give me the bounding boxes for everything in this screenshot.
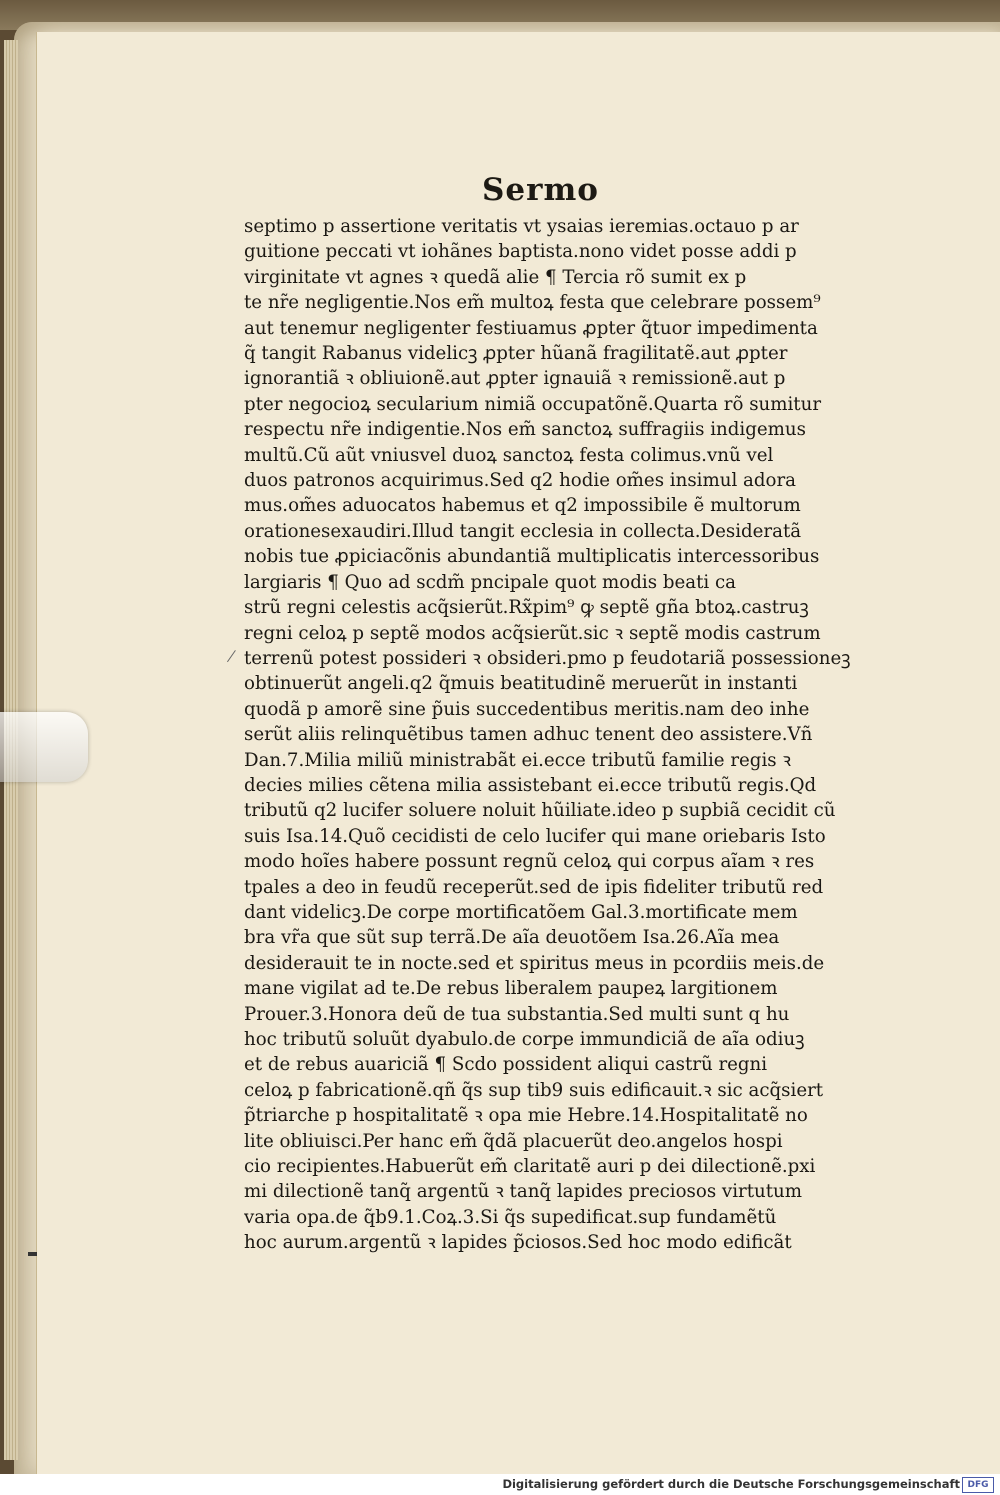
text-line: te nr̃e negligentie.Nos em̃ multoꝝ festa que celebrare possem⁹ [244, 292, 821, 314]
text-line: lite obliuisci.Per hanc em̃ q̃dã placuerũt deo.angelos hospi [244, 1130, 783, 1152]
text-line: guitione peccati vt iohãnes baptista.nono videt posse addi p [244, 241, 797, 263]
dfg-logo: DFG [962, 1477, 994, 1493]
text-line: suis Isa.14.Quõ cecidisti de celo lucifer qui mane oriebaris Isto [244, 825, 826, 847]
text-line: mus.om̃es aduocatos habemus et q2 impossibile ẽ multorum [244, 495, 801, 517]
text-line: aut tenemur negligenter festiuamus ꝓpter q̃tuor impedimenta [244, 317, 818, 339]
text-line: terrenũ potest possideri ꝛ obsideri.pmo p feudotariã possessioneꝫ [244, 647, 851, 669]
text-line: virginitate vt agnes ꝛ quedã alie ¶ Tercia rõ sumit ex p [244, 266, 747, 288]
text-line: multũ.Cũ aũt vniusvel duoꝝ sanctoꝝ festa colimus.vnũ vel [244, 444, 774, 466]
text-line: Prouer.3.Honora deũ de tua substantia.Sed multi sunt q hu [244, 1003, 790, 1025]
text-line: pter negocioꝝ secularium nimiã occupatõnẽ.Quarta rõ sumitur [244, 393, 822, 415]
text-line: cio recipientes.Habuerũt em̃ claritatẽ auri p dei dilectionẽ.pxi [244, 1156, 816, 1178]
text-line: septimo p assertione veritatis vt ysaias ieremias.octauo p ar [244, 216, 799, 237]
text-line: regni celoꝝ p septẽ modos acq̃sierũt.sic ꝛ septẽ modis castrum [244, 622, 821, 644]
text-line: obtinuerũt angeli.q2 q̃muis beatitudinẽ meruerũt in instanti [244, 673, 798, 695]
text-line: tributũ q2 lucifer soluere noluit hũiliate.ideo p supbiã cecidit cũ [244, 800, 836, 822]
footer-bar [0, 1474, 1000, 1495]
text-line: q̃ tangit Rabanus videlicꝫ ꝓpter hũanã fragilitatẽ.aut ꝓpter [244, 343, 788, 365]
text-line: duos patronos acquirimus.Sed q2 hodie om̃es insimul adora [244, 470, 797, 492]
text-line: Dan.7.Milia miliũ ministrabãt ei.ecce tributũ familie regis ꝛ [244, 749, 791, 771]
text-block [244, 214, 854, 1256]
text-line: et de rebus auariciã ¶ Scdo possident aliqui castrũ regni [244, 1054, 768, 1076]
text-line: dant videlicꝫ.De corpe mortificatõem Gal.3.mortificate mem [244, 901, 798, 923]
text-line: quodã p amorẽ sine p̃uis succedentibus meritis.nam deo inhe [244, 698, 810, 720]
margin-dash [28, 1252, 37, 1256]
text-line: decies milies cẽtena milia assistebant ei.ecce tributũ regis.Qd [244, 774, 817, 796]
text-line: mane vigilat ad te.De rebus liberalem paupeꝝ largitionem [244, 978, 778, 1000]
text-line: hoc tributũ soluũt dyabulo.de corpe immundiciã de aĩa odiuꝫ [244, 1029, 805, 1050]
text-line: respectu nr̃e indigentie.Nos em̃ sanctoꝝ suffragiis indigemus [244, 419, 806, 441]
text-line: p̃triarche p hospitalitatẽ ꝛ opa mie Hebre.14.Hospitalitatẽ no [244, 1105, 808, 1127]
text-line: serũt aliis relinquẽtibus tamen adhuc tenent deo assistere.Vñ [244, 724, 813, 746]
text-line: varia opa.de q̃b9.1.Coꝝ.3.Si q̃s supedificat.sup fundamẽtũ [244, 1206, 777, 1228]
text-line: ignorantiã ꝛ obliuionẽ.aut ꝓpter ignauiã ꝛ remissionẽ.aut p [244, 368, 786, 390]
text-line: desiderauit te in nocte.sed et spiritus meus in pcordiis meis.de [244, 952, 825, 974]
text-line: modo hoĩes habere possunt regnũ celoꝝ qui corpus aĩam ꝛ res [244, 851, 815, 873]
funding-credit: Digitalisierung gefördert durch die Deutsche Forschungsgemeinschaft [502, 1477, 960, 1491]
text-line: largiaris ¶ Quo ad scdm̃ pncipale quot modis beati ca [244, 571, 737, 593]
text-line: orationesexaudiri.Illud tangit ecclesia in collecta.Desideratã [244, 520, 802, 542]
text-line: bra vr̃a que sũt sup terrã.De aĩa deuotõem Isa.26.Aĩa mea [244, 927, 780, 949]
text-line: celoꝝ p fabricationẽ.qñ q̃s sup tib9 suis edificauit.ꝛ sic acq̃siert [244, 1079, 824, 1101]
page-clip [0, 712, 88, 782]
text-line: nobis tue ꝓpiciacõnis abundantiã multiplicatis intercessoribus [244, 546, 820, 568]
text-line: mi dilectionẽ tanq̃ argentũ ꝛ tanq̃ lapides preciosos virtutum [244, 1181, 803, 1203]
text-line: tpales a deo in feudũ receperũt.sed de ipis fideliter tributũ red [244, 876, 824, 898]
text-line: strũ regni celestis acq̃sierũt.Rx̃pim⁹ ꝙ septẽ gña btoꝝ.castruꝫ [244, 597, 809, 619]
running-title: Sermo [482, 172, 599, 208]
text-line: hoc aurum.argentũ ꝛ lapides p̃ciosos.Sed hoc modo edificãt [244, 1232, 792, 1254]
